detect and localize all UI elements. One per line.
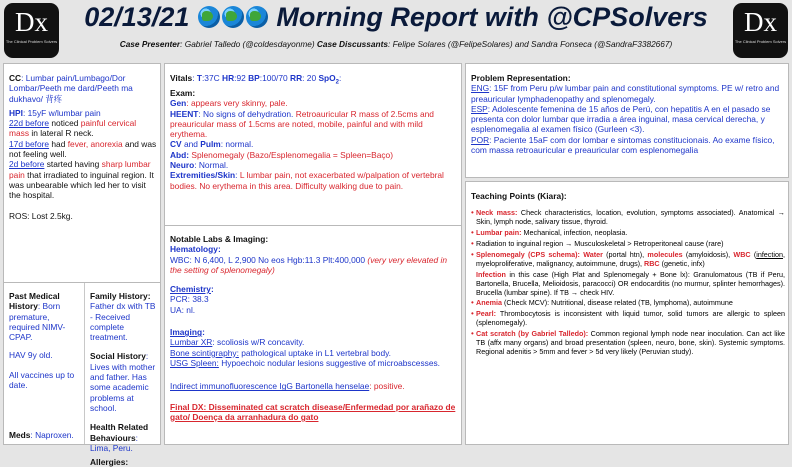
vital-label: SpO: [318, 73, 336, 83]
tp-text: Radiation to inguinal region → Musculoskeletal > Retroperitoneal cause (rare): [476, 239, 724, 249]
ext-finding: L lumbar pain: [239, 170, 291, 181]
eng-label: ENG: [471, 83, 490, 94]
tp-text: (genetic, infx): [659, 258, 705, 268]
tp-text: , myeloproliferative, malignancy, autoimmune, drugs),: [476, 249, 785, 268]
labs-label: Notable Labs & Imaging: [170, 234, 266, 244]
bone-label: Bone scintigraphy:: [170, 347, 239, 358]
ext-text: :: [235, 170, 240, 181]
logo-subtext: The Clinical Problem Solvers: [734, 39, 787, 44]
list-item: [471, 209, 785, 227]
ifi-result: : positive.: [369, 381, 405, 392]
tp-label: Splenomegaly (CPS schema):: [476, 249, 580, 259]
tp-label: Infection: [476, 269, 506, 279]
tp-text: infection: [756, 249, 783, 259]
ext-label: Extremities/Skin: [170, 170, 236, 181]
gen-label: Gen: [170, 98, 187, 109]
hpi-text: started having: [44, 159, 102, 170]
logo-right: [733, 3, 788, 58]
pcr: PCR: 38.3: [170, 294, 209, 305]
tp-label: Cat scratch (by Gabriel Talledo):: [476, 329, 589, 339]
cv-and: and: [181, 139, 201, 150]
globe-icon: [222, 6, 244, 28]
globe-icon: [198, 6, 220, 28]
vital-value: :92: [234, 73, 249, 83]
final-dx: Final DX: Disseminated cat scratch disease/Enfermedad por arañazo de gato/ Doença da arranhadura do gato: [170, 401, 456, 422]
list-item: [471, 310, 785, 328]
heent-text: : No signs of dehydration.: [198, 108, 296, 119]
pmh-hav: HAV 9y old.: [9, 350, 53, 361]
presenter: : Gabriel Talledo (@coldesdayonme): [180, 39, 317, 49]
vital-value: :100/70: [259, 73, 291, 83]
usg-text: Hypoechoic nodular lesions suggestive of microabscesses.: [218, 357, 441, 368]
vital-label: BP: [248, 73, 260, 83]
tp-label: Lumbar pain:: [476, 228, 522, 238]
xr-text: : scoliosis w/R concavity.: [212, 337, 305, 348]
xr-label: Lumbar XR: [170, 337, 213, 348]
cc-section: [9, 73, 157, 221]
hpi-finding: painful cervical mass: [9, 118, 137, 139]
ifi-label: Indirect immunofluorescence IgG Bartonella henselae: [170, 381, 370, 392]
neuro-label: Neuro: [170, 160, 195, 171]
vitals-label: Vitals: [170, 73, 193, 83]
hpi-time: 17d before: [9, 138, 50, 149]
tp-text: (amyloidosis),: [682, 249, 734, 259]
sh-label: Social History: [90, 351, 146, 362]
logo-left: [4, 3, 59, 58]
labs-section: Notable Labs & Imaging: Hematology: WBC: N 6,400, L 2,900 No eos Hgb:11.3 Plt:400,000 (very very elevated in the setting of splenomegaly) Chemistry: PCR: 38.3 UA: nl. Imaging: Lumbar XR: scoliosis w/R concavity. Bone scintigraphy: pathological uptake in L1 vertebral body. USG Spleen: Hypoechoic nodular lesions suggestive of microabscesses. Indirect immunofluorescence IgG Bartonella henselae: positive. Final DX: Disseminated cat scratch disease/Enfermedad por arañazo de gato/ Doença da arranhadura do gato: [170, 234, 458, 422]
hpi-text: had: [49, 138, 68, 149]
hrb-label: Health Related Behaviours: [90, 422, 149, 443]
neuro-text: : Normal.: [194, 160, 229, 171]
bone-text: pathological uptake in L1 vertebral body.: [238, 347, 391, 358]
tp-label: molecules: [647, 249, 683, 259]
esp-text: : Adolescente femenina de 15 años de Perú, con hepatitis A en el pasado se presenta con dolor lumbar que irradia a área inguinal, masa cervical derecha, y esplenomegalia al examen físico (Gurleen <3).: [471, 103, 771, 135]
tp-label: WBC: [733, 249, 751, 259]
page-title: [60, 2, 732, 33]
report-title: Morning Report with @CPSolvers: [276, 2, 708, 32]
heent-label: HEENT: [170, 108, 199, 119]
tp-label: Pearl:: [476, 309, 496, 319]
divider: [165, 225, 461, 226]
exam-label: Exam:: [170, 87, 196, 98]
eng-text: : 15F from Peru p/w lumbar pain and constitutional symptoms. PE w/ retro and preauricular lymphadenopathy and splenomegaly.: [471, 83, 780, 104]
report-date: 02/13/21: [84, 2, 190, 32]
teaching-points-panel: [465, 181, 789, 445]
heme-note: (very very elevated in the setting of splenomegaly): [170, 254, 448, 275]
por-label: POR: [471, 134, 490, 145]
gen-text: : appears very skinny, pale.: [186, 98, 288, 109]
hpi-text: in lateral R neck.: [29, 128, 94, 139]
vital-value: : 20: [302, 73, 319, 83]
tp-text: Check characteristics, location, evolution, symptoms associated). Anatomical → Skin, lymph node, salivary tissue, thyroid.: [476, 208, 785, 227]
abd-text: Splenomegaly (Bazo/Esplenomegalia = Spleen=Baço): [189, 149, 393, 160]
tp-label: Neck mass:: [476, 208, 518, 218]
vital-label: HR: [222, 73, 235, 83]
ros: ROS: Lost 2.5kg.: [9, 210, 73, 221]
hpi-finding: sharp lumbar pain: [9, 159, 151, 180]
heme-label: Hematology: [170, 244, 218, 255]
vital-value: :: [339, 73, 342, 83]
teaching-label: Teaching Points (Kiara): [471, 191, 564, 201]
hpi-text: noticed: [49, 118, 81, 129]
cv-label: CV: [170, 139, 182, 150]
heme-text: WBC: N 6,400, L 2,900 No eos Hgb:11.3 Plt:400,000: [170, 254, 368, 265]
list-item: [471, 251, 785, 298]
tp-label: Water: [579, 249, 603, 259]
logo-subtext: The Clinical Problem Solvers: [5, 39, 58, 44]
discussants-label: Case Discussants: [316, 39, 388, 49]
list-item: [471, 229, 785, 238]
globe-icon: [246, 6, 268, 28]
list-item: [471, 330, 785, 357]
sh-text: : Lives with mother and father. Has some academic problems at school.: [90, 351, 156, 413]
vital-label: RR: [290, 73, 303, 83]
meds-text: : Naproxen.: [30, 430, 74, 441]
tp-text: in this case (High Plat and Splenomegaly + Bone lx): Granulomatous (TB if Peru, Bartonella, Brucella, Melioidosis, paracocci) OR endocarditis (no murmur, splinter hemorrhages). Brucella (lumbar spine). If TB → check HIV.: [476, 269, 785, 297]
list-item: [471, 299, 785, 308]
hpi-time: 2d before: [9, 159, 45, 170]
cv-text: : normal.: [220, 139, 254, 150]
por-text: : Paciente 15aF com dor lombar e sintomas constitucionais. Ao exame físico, com massa retroauricular e preauricular com esplenomegalia: [471, 134, 775, 156]
problem-label: Problem Representation: [471, 73, 568, 83]
tp-label: RBC: [644, 258, 660, 268]
vital-value: :37C: [201, 73, 223, 83]
heent-finding: Retroauricular R mass of 2.5cms and preauricular mass of 1.5cms are noted, mobile, painful and with mild erythema.: [170, 108, 434, 140]
problem-representation-panel: [465, 63, 789, 178]
chem-label: Chemistry: [170, 284, 211, 295]
family-social-section: [90, 291, 158, 467]
fh-label: Family History:: [90, 291, 151, 301]
hpi-text: that irradiated to inguinal region. It was unbearable which led her to visit the hospital.: [9, 169, 154, 201]
logo-text: Dx: [15, 7, 48, 37]
pulm-label: Pulm: [200, 139, 221, 150]
tp-text: Mechanical, infection, neoplasia.: [521, 228, 628, 238]
abd-label: Abd:: [170, 149, 190, 160]
divider: [84, 283, 85, 444]
case-credits: [60, 39, 732, 49]
logo-text: Dx: [744, 7, 777, 37]
history-panel: [3, 63, 161, 467]
tp-label: Anemia: [476, 298, 502, 308]
usg-label: USG Spleen:: [170, 357, 219, 368]
pmh-label: Past Medical History: [9, 291, 60, 312]
vital-subscript: 2: [335, 79, 339, 86]
vitals-section: Vitals: T:37C HR:92 BP:100/70 RR: 20 SpO$_2$: Exam: Gen: appears very skinny, pale. HEENT: No signs of dehydration. Retroauricular R mass of 2.5cms and preauricular mass of 1.5cms are noted, mobile, painful and with mild erythema. CV and Pulm: normal. Abd: Splenomegaly (Bazo/Esplenomegalia = Spleen=Baço) Neuro: Normal. Extremities/Skin: L lumbar pain, not exacerbated w/palpation of vertebral bodies. No erythema in this area. Difficulty walking due to pain.: [170, 73, 444, 191]
allergies-label: Allergies:: [90, 457, 129, 467]
cc-text: : Lumbar pain/Lumbago/Dor Lombar/Peeth me dard/Peeth ma dukhavo/ 背疼: [9, 73, 133, 104]
pmh-text: : Born premature, required NIMV- CPAP.: [9, 301, 66, 343]
presenter-label: Case Presenter: [119, 39, 181, 49]
divider: [4, 282, 160, 283]
pmh-vaccines: All vaccines up to date.: [9, 369, 75, 391]
teaching-section: Teaching Points (Kiara): • Neck mass: Check characteristics, location, evolution, symptoms associated). Anatomical → Skin, lymph node, salivary tissue, thyroid. • Lumbar pain: Mechanical, infection, neoplasia. • Radiation to inguinal region → Musculoskeletal > Retroperitoneal cause (rare) • Splenomegaly (CPS schema): Water (portal htn), molecules (amyloidosis), WBC (infection, myeloproliferative, malignancy, autoimmune, drugs), RBC (genetic, infx) Infection in this case (High Plat and Splenomegaly + Bone lx): Granulomatous (TB if Peru, Bartonella, Brucella, Melioidosis, paracocci) OR endocarditis (no murmur, splinter hemorrhages). Brucella (lumbar spine). If TB → check HIV. • Anemia (Check MCV): Nutritional, disease related (TB, lymphoma), autoimmune • Pearl: Thrombocytosis is inconsistent with liquid tumor, solid tumors are allergic to spleen (splenomegaly). • Cat scratch (by Gabriel Talledo): Common regional lymph node near inoculation. Can act like TB (affx many organs) and broad presentation (spleen, neuro, bone, skin). Systemic symptoms. Regional adenitis > 5mm and fever > 5d very likely (Peruvian study).: [471, 191, 785, 359]
tp-text: Thrombocytosis is inconsistent with liquid tumor, solid tumors are allergic to spleen (splenomegaly).: [476, 309, 785, 328]
esp-label: ESP: [471, 103, 488, 114]
hpi-text: : 15yF w/lumbar pain: [22, 107, 101, 118]
hpi-finding: fever, anorexia: [67, 138, 123, 149]
tp-text: (portal htn),: [602, 249, 648, 259]
tp-text: Common regional lymph node near inoculation. Can act like TB (affx many organs) and broad presentation (spleen, neuro, bone, skin). Systemic symptoms. Regional adenitis > 5mm and fever > 5d very likely (Peruvian study).: [476, 329, 785, 356]
teaching-list: [471, 209, 785, 357]
vital-label: T: [196, 73, 202, 83]
ua: UA: nl.: [170, 304, 196, 315]
tp-text: (: [750, 249, 757, 259]
tp-text: (Check MCV): Nutritional, disease related (TB, lymphoma), autoimmune: [501, 298, 733, 308]
pmh-section: [9, 291, 82, 441]
discussants: : Felipe Solares (@FelipeSolares) and Sandra Fonseca (@SandraF3382667): [387, 39, 673, 49]
problem-section: Problem Representation: ENG: 15F from Peru p/w lumbar pain and constitutional symptoms. PE w/ retro and preauricular lymphadenopathy and splenomegaly. ESP: Adolescente femenina de 15 años de Perú, con hepatitis A en el pasado se presenta con dolor lumbar que irradia a área inguinal, masa cervical derecha, y esplenomegalia al examen físico (Gurleen <3). POR: Paciente 15aF com dor lombar e sintomas constitucionais. Ao exame físico, com massa retroauricular e preauricular com esplenomegalia: [471, 73, 780, 156]
meds-label: Meds: [9, 430, 31, 441]
cc-label: CC: [9, 73, 22, 83]
hrb-text: : Lima, Peru.: [90, 432, 138, 453]
exam-panel: [164, 63, 462, 445]
hpi-label: HPI: [9, 107, 23, 118]
ext-text: , not exacerbated w/palpation of vertebral bodies. No erythema in this area. Difficulty walking due to pain.: [170, 170, 444, 191]
imaging-label: Imaging: [170, 327, 203, 338]
hpi-time: 22d before: [9, 118, 50, 129]
list-item: [471, 240, 785, 249]
hpi-text: and was not feeling well.: [9, 138, 157, 160]
fh-text: Father dx with TB - Received complete treatment.: [90, 301, 156, 343]
